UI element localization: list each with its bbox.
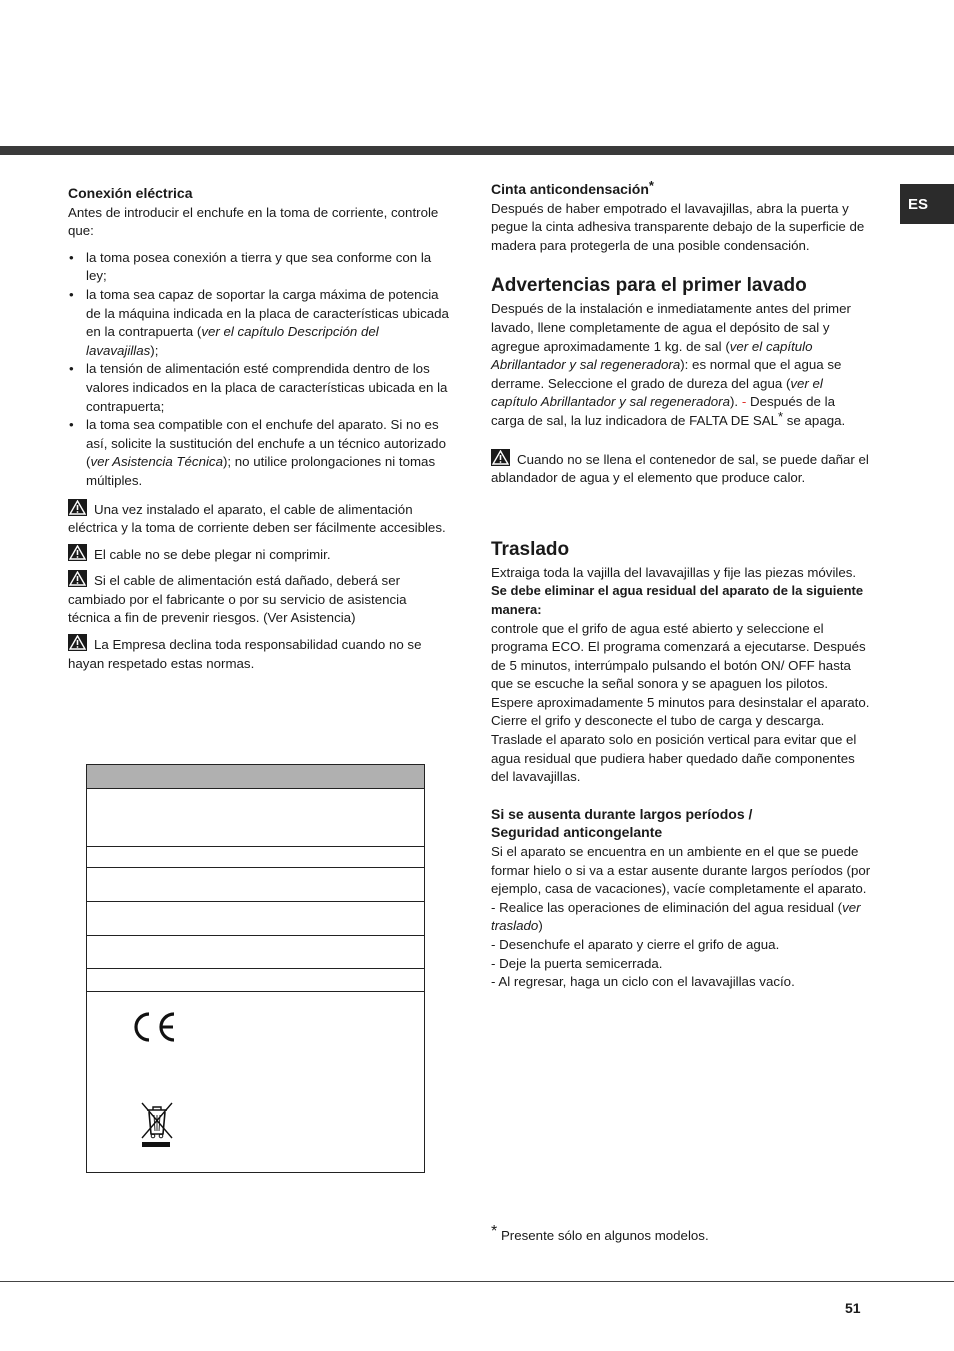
advertencias-text: Después de la instalación e inmediatamente antes del primer lavado, llene completamente de agua el depósito de sal y agregue aproximadamente 1 kg. de sal (ver el capítulo Abrillantador y sal regeneradora): es normal que el agua se derrame. Seleccione el grado de dureza del agua (ver el capítulo Abrillantador y sal regeneradora). - Después de la carga de sal, la luz indicadora de FALTA DE SAL* se apaga. — [491, 301, 851, 428]
conexion-intro: Antes de introducir el enchufe en la toma de corriente, controle que: — [68, 204, 439, 239]
list-item: • la toma sea compatible con el enchufe del aparato. Si no es así, solicite la sustitución del enchufe a un técnico autorizado (ver Asistencia Técnica); no utilice prolongaciones ni tomas múltiples. — [68, 416, 450, 490]
section-title-cinta: Cinta anticondensación* — [491, 178, 654, 197]
list-item: • la toma sea capaz de soportar la carga máxima de potencia de la máquina indicada en la placa de características ubicada en la contrapuerta (ver el capítulo Descripción del lavavajillas); — [68, 286, 450, 360]
section-title-traslado: Traslado — [491, 538, 570, 560]
top-bar — [0, 146, 954, 155]
table-row — [87, 846, 424, 847]
warning-paragraph: Si el cable de alimentación está dañado, deberá ser cambiado por el fabricante o por su servicio de asistencia técnica a fin de prevenir riesgos. (Ver Asistencia) — [68, 570, 450, 628]
conexion-bullets — [68, 249, 450, 491]
warning-icon — [68, 544, 87, 561]
table-row — [87, 935, 219, 936]
table-row — [87, 901, 424, 902]
ce-mark-icon — [129, 1010, 177, 1044]
section-title-advertencias: Advertencias para el primer lavado — [491, 275, 807, 297]
section-title-ausenta: Si se ausenta durante largos períodos / Seguridad anticongelante — [491, 805, 753, 841]
weee-bin-icon — [139, 1100, 175, 1150]
list-item: • la toma posea conexión a tierra y que sea conforme con la ley; — [68, 249, 450, 286]
warning-paragraph: Cuando no se llena el contenedor de sal, se puede dañar el ablandador de agua y el elemento que produce calor. — [491, 449, 871, 488]
table-row — [87, 867, 424, 868]
warning-paragraph: La Empresa declina toda responsabilidad cuando no se hayan respetado estas normas. — [68, 634, 450, 673]
right-column — [491, 180, 871, 992]
list-item: - Desenchufe el aparato y cierre el grifo de agua. — [491, 937, 780, 952]
warning-paragraph: Una vez instalado el aparato, el cable de alimentación eléctrica y la toma de corriente deben ser fácilmente accesibles. — [68, 499, 450, 538]
language-tab: ES — [900, 184, 954, 224]
traslado-note: Traslade el aparato solo en posición vertical para evitar que el agua residual que pudiera haber quedado dañe componentes del lavavajillas. — [491, 732, 857, 785]
table-row — [87, 991, 219, 992]
table-row — [87, 968, 424, 969]
warning-icon — [68, 634, 87, 651]
warning-paragraph: El cable no se debe plegar ni comprimir. — [68, 544, 450, 565]
warning-icon — [68, 499, 87, 516]
bottom-rule — [0, 1281, 954, 1282]
list-item: - Deje la puerta semicerrada. — [491, 955, 663, 971]
footnote: * Presente sólo en algunos modelos. — [491, 1223, 709, 1243]
left-column — [68, 184, 450, 673]
ausenta-text: Si el aparato se encuentra en un ambiente en el que se puede formar hielo o si va a estar ausente durante largos períodos (por ejemplo, casa de vacaciones), vacíe completamente el aparato. — [491, 844, 871, 897]
traslado-bold: Se debe eliminar el agua residual del aparato de la siguiente manera: — [491, 583, 864, 617]
warning-icon — [491, 449, 510, 466]
traslado-steps: controle que el grifo de agua esté abierto y seleccione el programa ECO. El programa comenzará a ejecutarse. Después de 5 minutos, interrúmpalo pulsando el botón ON/ OFF hasta que se escuche la señal sonora y se apaguen los pilotos. Espere aproximadamente 5 minutos para desinstalar el aparato. Cierre el grifo y desconecte el tubo de carga y descarga. — [491, 620, 870, 729]
traslado-text: Extraiga toda la vajilla del lavavajillas y fije las piezas móviles. — [491, 564, 857, 580]
warning-icon — [68, 570, 87, 587]
section-title-conexion: Conexión eléctrica — [68, 185, 193, 201]
list-item: • la tensión de alimentación esté comprendida dentro de los valores indicados en la placa de características ubicada en la contrapuerta; — [68, 360, 450, 416]
cinta-text: Después de haber empotrado el lavavajillas, abra la puerta y pegue la cinta adhesiva transparente debajo de la superficie de madera para protegerla de una posible condensación. — [491, 200, 865, 253]
list-item: - Al regresar, haga un ciclo con el lavavajillas vacío. — [491, 974, 795, 990]
table-header — [87, 765, 424, 789]
list-item: - Realice las operaciones de eliminación del agua residual (ver traslado) — [491, 899, 861, 934]
page-number: 51 — [845, 1300, 861, 1316]
ausenta-list — [491, 899, 871, 992]
specifications-table — [86, 764, 425, 1173]
